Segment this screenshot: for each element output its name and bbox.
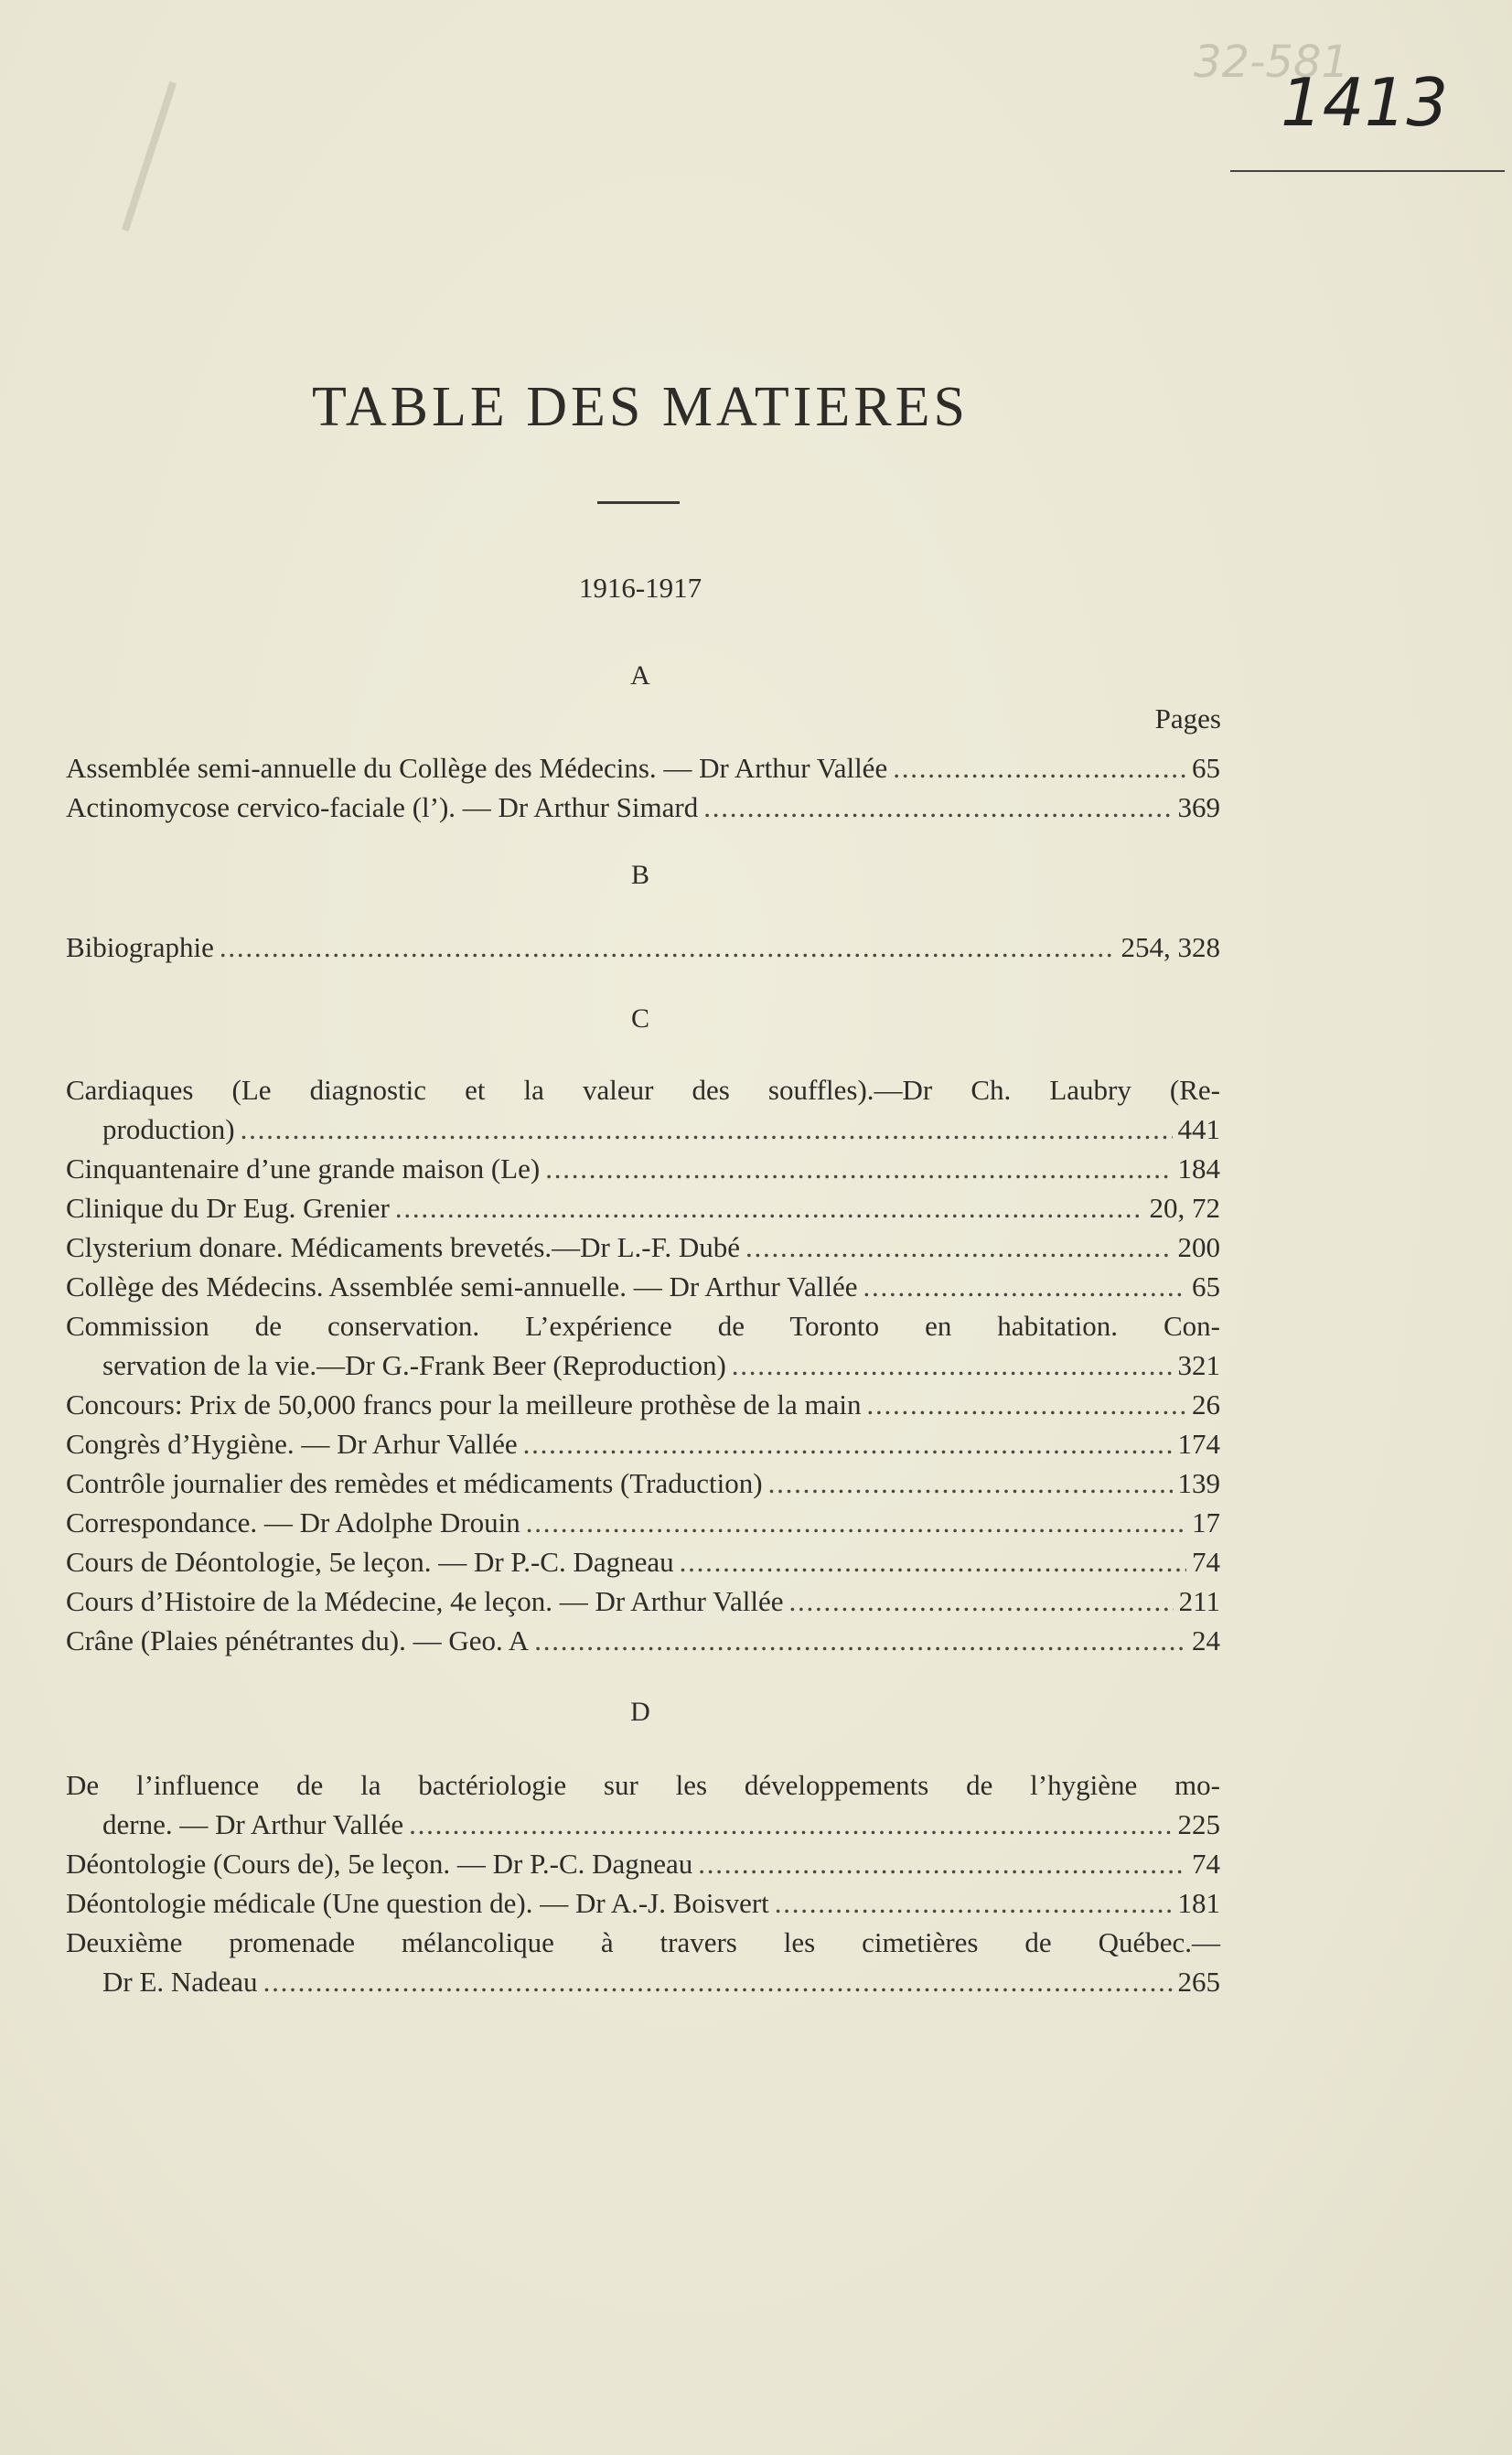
entry-title: Contrôle journalier des remèdes et médicaments (Traduction)	[66, 1467, 763, 1499]
entry-page: 211	[1178, 1585, 1220, 1617]
entry-title: Deuxième promenade mélancolique à travers les cimetières de Québec.—	[66, 1926, 1220, 1958]
entry-title: Cours d’Histoire de la Médecine, 4e leçon. — Dr Arthur Vallée	[66, 1585, 784, 1617]
entry-page: 65	[1192, 752, 1220, 784]
dot-leader	[703, 788, 1172, 827]
section-heading-d: D	[630, 1697, 650, 1727]
title-divider	[597, 501, 680, 504]
dot-leader	[523, 1424, 1173, 1463]
toc-entry	[66, 1503, 1220, 1542]
entry-page: 74	[1192, 1848, 1220, 1880]
section-heading-c: C	[630, 1003, 649, 1034]
toc-entry	[66, 1883, 1220, 1923]
entry-title: Cours de Déontologie, 5e leçon. — Dr P.-C. Dagneau	[66, 1546, 674, 1578]
toc-entry	[66, 1463, 1220, 1503]
entry-title: Commission de conservation. L’expérience de Toronto en habitation. Con-	[66, 1310, 1220, 1342]
dot-leader	[768, 1463, 1173, 1503]
handwritten-underline	[1230, 170, 1505, 172]
dot-leader	[534, 1621, 1186, 1660]
pages-column-label: Pages	[1154, 702, 1221, 734]
entry-title: Déontologie médicale (Une question de). — Dr A.-J. Boisvert	[66, 1887, 769, 1919]
toc-entry	[66, 1188, 1220, 1228]
toc-entry	[66, 1306, 1220, 1385]
dot-leader	[395, 1188, 1144, 1228]
entry-page: 225	[1177, 1808, 1220, 1840]
dot-leader	[745, 1228, 1172, 1267]
entry-title: Cardiaques (Le diagnostic et la valeur des souffles).—Dr Ch. Laubry (Re-	[66, 1074, 1220, 1106]
dot-leader	[220, 927, 1116, 967]
section-heading-b: B	[630, 860, 649, 890]
dot-leader	[263, 1962, 1173, 2001]
dot-leader	[789, 1581, 1174, 1621]
volume-year: 1916-1917	[578, 572, 702, 604]
entry-title: Bibiographie	[66, 931, 214, 963]
entry-title-continued: servation de la vie.—Dr G.-Frank Beer (Reproduction)	[102, 1349, 726, 1381]
entry-title: Clysterium donare. Médicaments brevetés.—Dr L.-F. Dubé	[66, 1231, 741, 1263]
dot-leader	[680, 1542, 1186, 1581]
faint-stamp-mark	[62, 16, 331, 259]
entry-title: Assemblée semi-annuelle du Collège des Médecins. — Dr Arthur Vallée	[66, 752, 888, 784]
dot-leader	[893, 748, 1186, 788]
dot-leader	[526, 1503, 1186, 1542]
toc-entry	[66, 1228, 1220, 1267]
entry-title: Actinomycose cervico-faciale (l’). — Dr Arthur Simard	[66, 791, 699, 823]
entry-title-continued: Dr E. Nadeau	[102, 1966, 258, 1998]
dot-leader	[545, 1149, 1172, 1188]
dot-leader	[863, 1267, 1187, 1306]
toc-entry	[66, 1542, 1220, 1581]
entry-title: De l’influence de la bactériologie sur les développements de l’hygiène mo-	[66, 1769, 1220, 1801]
dot-leader	[866, 1385, 1186, 1424]
entry-title: Collège des Médecins. Assemblée semi-annuelle. — Dr Arthur Vallée	[66, 1270, 858, 1303]
toc-entry	[66, 1765, 1220, 1844]
toc-entry	[66, 1621, 1220, 1660]
entry-page: 184	[1177, 1152, 1220, 1185]
section-heading-a: A	[630, 660, 650, 691]
dot-leader	[241, 1110, 1173, 1149]
entry-page: 139	[1177, 1467, 1220, 1499]
entry-title: Correspondance. — Dr Adolphe Drouin	[66, 1506, 520, 1538]
entry-page: 17	[1192, 1506, 1220, 1538]
entry-title: Crâne (Plaies pénétrantes du). — Geo. A	[66, 1624, 530, 1656]
entry-page: 20, 72	[1149, 1192, 1220, 1224]
entry-page: 369	[1177, 791, 1220, 823]
toc-entry	[66, 1923, 1220, 2001]
entry-title: Clinique du Dr Eug. Grenier	[66, 1192, 390, 1224]
entry-title-continued: derne. — Dr Arthur Vallée	[102, 1808, 404, 1840]
entry-page: 26	[1192, 1388, 1220, 1420]
entry-page: 24	[1192, 1624, 1220, 1656]
handwritten-catalogue-number: 1413	[1281, 64, 1449, 141]
entry-page: 254, 328	[1121, 931, 1220, 963]
entry-page: 74	[1192, 1546, 1220, 1578]
toc-entry	[66, 1424, 1220, 1463]
entry-page: 181	[1177, 1887, 1220, 1919]
entry-title: Congrès d’Hygiène. — Dr Arhur Vallée	[66, 1428, 518, 1460]
entry-title: Concours: Prix de 50,000 francs pour la meilleure prothèse de la main	[66, 1388, 862, 1420]
toc-entry	[66, 1844, 1220, 1883]
entry-page: 321	[1177, 1349, 1220, 1381]
entry-title: Déontologie (Cours de), 5e leçon. — Dr P.-C. Dagneau	[66, 1848, 693, 1880]
entry-page: 441	[1177, 1113, 1220, 1145]
dot-leader	[409, 1805, 1172, 1844]
toc-entry	[66, 1267, 1220, 1306]
toc-entry	[66, 927, 1220, 967]
entry-title: Cinquantenaire d’une grande maison (Le)	[66, 1152, 541, 1185]
dot-leader	[732, 1345, 1173, 1385]
toc-entry	[66, 748, 1220, 788]
entry-page: 65	[1192, 1270, 1220, 1303]
toc-entry	[66, 1385, 1220, 1424]
page-title: TABLE DES MATIERES	[311, 376, 970, 438]
dot-leader	[698, 1844, 1186, 1883]
toc-entry	[66, 788, 1220, 827]
entry-page: 200	[1177, 1231, 1220, 1263]
entry-page: 174	[1177, 1428, 1220, 1460]
entry-page: 265	[1177, 1966, 1220, 1998]
toc-entry	[66, 1070, 1220, 1149]
entry-title-continued: production)	[102, 1113, 235, 1145]
dot-leader	[775, 1883, 1173, 1923]
toc-entry	[66, 1149, 1220, 1188]
handwritten-annotation	[1194, 37, 1468, 155]
toc-entry	[66, 1581, 1220, 1621]
handwritten-faint-number: 32-581	[1194, 37, 1350, 88]
